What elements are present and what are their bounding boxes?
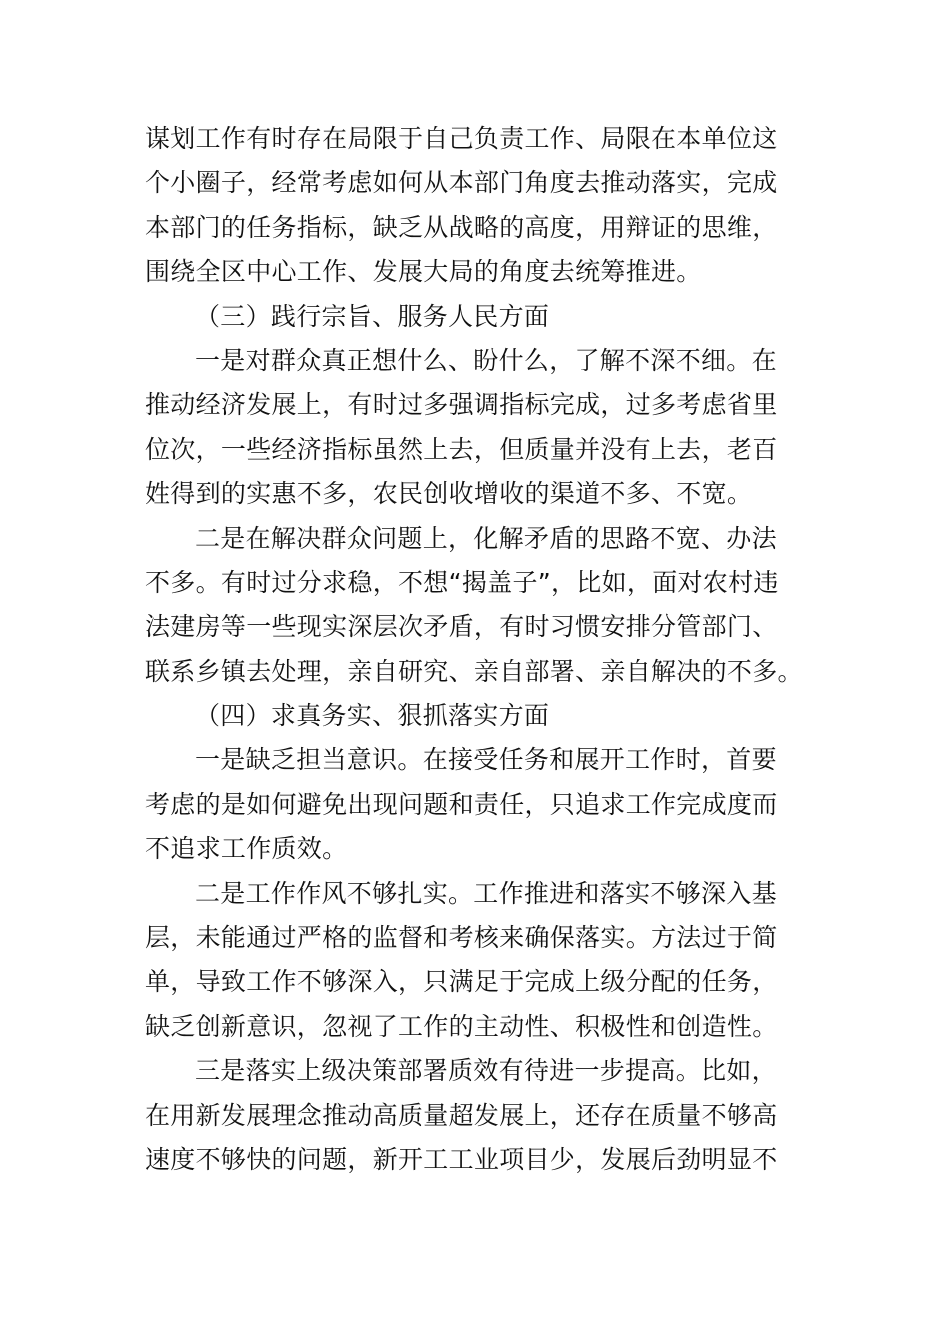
document-body [145, 117, 807, 1182]
text-line: 考虑的是如何避免出现问题和责任，只追求工作完成度而 [145, 789, 778, 819]
text-line: 围绕全区中心工作、发展大局的角度去统筹推进。 [145, 257, 702, 287]
text-line: 三是落实上级决策部署质效有待进一步提高。比如， [195, 1056, 777, 1086]
text-line: 层，未能通过严格的监督和考核来确保落实。方法过于简 [145, 923, 778, 953]
section-heading-4: （四）求真务实、狠抓落实方面 [195, 701, 550, 731]
text-line: 姓得到的实惠不多，农民创收增收的渠道不多、不宽。 [145, 479, 753, 509]
text-line: 不追求工作质效。 [145, 834, 348, 864]
text-line: 本部门的任务指标，缺乏从战略的高度，用辩证的思维， [145, 212, 778, 242]
text-line: 个小圈子，经常考虑如何从本部门角度去推动落实，完成 [145, 168, 778, 198]
text-line: 推动经济发展上，有时过多强调指标完成，过多考虑省里 [145, 390, 778, 420]
text-line: 法建房等一些现实深层次矛盾，有时习惯安排分管部门、 [145, 612, 778, 642]
text-line: 不多。有时过分求稳，不想“揭盖子”，比如，面对农村违 [145, 567, 779, 597]
text-line: 单，导致工作不够深入，只满足于完成上级分配的任务， [145, 967, 778, 997]
text-line: 联系乡镇去处理，亲自研究、亲自部署、亲自解决的不多。 [145, 656, 803, 686]
text-line: 在用新发展理念推动高质量超发展上，还存在质量不够高 [145, 1100, 778, 1130]
text-line: 谋划工作有时存在局限于自己负责工作、局限在本单位这 [145, 124, 778, 153]
text-line: 一是缺乏担当意识。在接受任务和展开工作时，首要 [195, 745, 777, 775]
text-line: 一是对群众真正想什么、盼什么，了解不深不细。在 [195, 345, 777, 375]
text-line: 二是工作作风不够扎实。工作推进和落实不够深入基 [195, 878, 777, 908]
text-line: 速度不够快的问题，新开工工业项目少，发展后劲明显不 [145, 1144, 778, 1174]
text-line: 二是在解决群众问题上，化解矛盾的思路不宽、办法 [195, 523, 777, 553]
text-line: 缺乏创新意识，忽视了工作的主动性、积极性和创造性。 [145, 1011, 778, 1041]
text-line: 位次，一些经济指标虽然上去，但质量并没有上去，老百 [145, 434, 778, 464]
section-heading-3: （三）践行宗旨、服务人民方面 [195, 301, 550, 331]
